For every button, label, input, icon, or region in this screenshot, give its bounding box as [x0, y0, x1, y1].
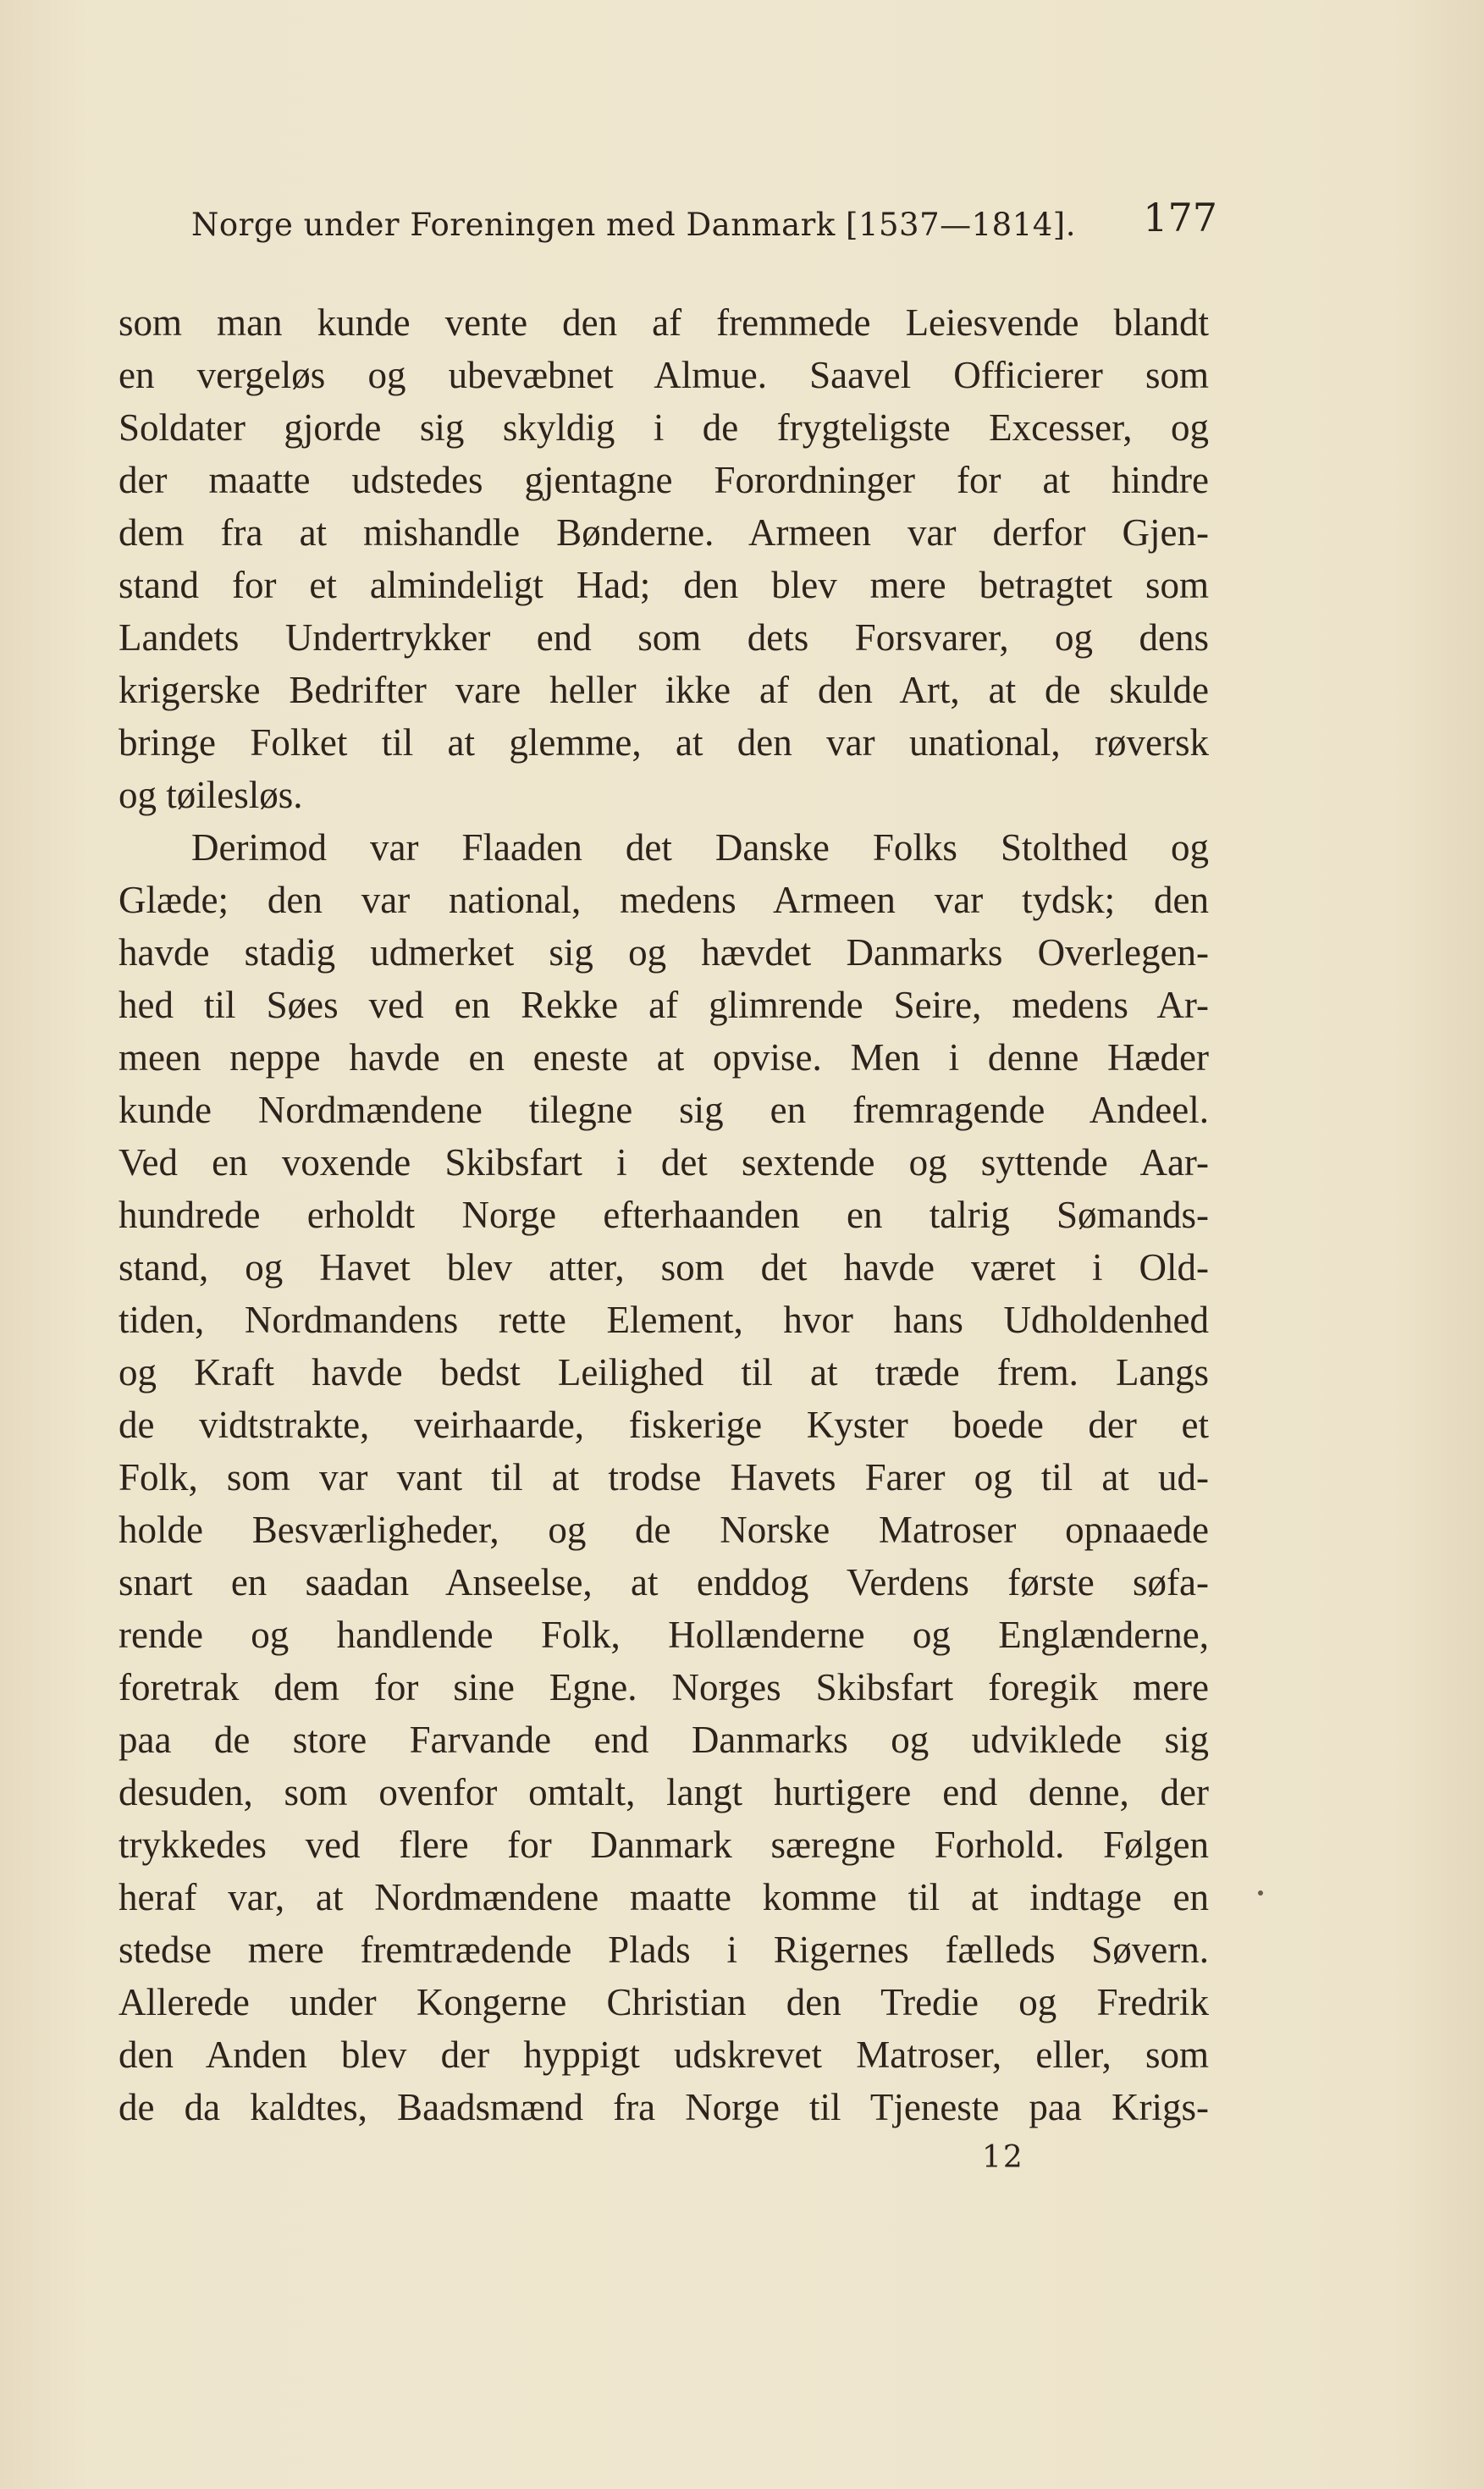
text-line: rende og handlende Folk, Hollænderne og Englænderne,: [119, 1614, 1209, 1656]
signature-mark: 12: [982, 2140, 1024, 2175]
text-line: trykkedes ved flere for Danmark særegne Forhold. Følgen: [119, 1824, 1209, 1866]
ink-speck: [1258, 1890, 1263, 1896]
text-line: havde stadig udmerket sig og hævdet Danmarks Overlegen-: [119, 931, 1209, 974]
text-line: foretrak dem for sine Egne. Norges Skibsfart foregik mere: [119, 1666, 1209, 1708]
text-line: meen neppe havde en eneste at opvise. Men i denne Hæder: [119, 1036, 1209, 1079]
text-line: Ved en voxende Skibsfart i det sextende og syttende Aar-: [119, 1141, 1209, 1184]
text-line: de vidtstrakte, veirhaarde, fiskerige Kyster boede der et: [119, 1404, 1209, 1446]
text-line: heraf var, at Nordmændene maatte komme til at indtage en: [119, 1876, 1209, 1918]
paragraph-start-line: Derimod var Flaaden det Danske Folks Stolthed og: [191, 826, 1209, 869]
text-line: Soldater gjorde sig skyldig i de frygteligste Excesser, og: [119, 406, 1209, 449]
text-line: Landets Undertrykker end som dets Forsvarer, og dens: [119, 616, 1209, 659]
text-line: hed til Søes ved en Rekke af glimrende Seire, medens Ar-: [119, 984, 1209, 1026]
text-line: snart en saadan Anseelse, at enddog Verdens første søfa-: [119, 1561, 1209, 1603]
text-line: paa de store Farvande end Danmarks og udviklede sig: [119, 1719, 1209, 1761]
text-line: bringe Folket til at glemme, at den var unational, røversk: [119, 721, 1209, 764]
text-line: stand, og Havet blev atter, som det havde været i Old-: [119, 1246, 1209, 1289]
page-header: [191, 195, 1217, 254]
text-line: holde Besværligheder, og de Norske Matroser opnaaede: [119, 1509, 1209, 1551]
page-number: 177: [1143, 195, 1217, 240]
text-line: Glæde; den var national, medens Armeen var tydsk; den: [119, 879, 1209, 921]
text-line: desuden, som ovenfor omtalt, langt hurtigere end denne, der: [119, 1771, 1209, 1813]
text-line: hundrede erholdt Norge efterhaanden en talrig Sømands-: [119, 1194, 1209, 1236]
text-line: som man kunde vente den af fremmede Leiesvende blandt: [119, 301, 1209, 344]
text-line: de da kaldtes, Baadsmænd fra Norge til Tjeneste paa Krigs-: [119, 2086, 1209, 2128]
text-line: der maatte udstedes gjentagne Forordninger for at hindre: [119, 459, 1209, 501]
running-head: Norge under Foreningen med Danmark [1537—1814].: [191, 207, 1076, 243]
text-line: tiden, Nordmandens rette Element, hvor hans Udholdenhed: [119, 1299, 1209, 1341]
text-line: og Kraft havde bedst Leilighed til at træde frem. Langs: [119, 1351, 1209, 1394]
text-line: den Anden blev der hyppigt udskrevet Matroser, eller, som: [119, 2034, 1209, 2076]
text-line: krigerske Bedrifter vare heller ikke af den Art, at de skulde: [119, 669, 1209, 711]
body-text: [119, 296, 1209, 2133]
text-line: stedse mere fremtrædende Plads i Rigernes fælleds Søvern.: [119, 1929, 1209, 1971]
text-line: Folk, som var vant til at trodse Havets Farer og til at ud-: [119, 1456, 1209, 1498]
text-line: stand for et almindeligt Had; den blev mere betragtet som: [119, 564, 1209, 606]
text-line: en vergeløs og ubevæbnet Almue. Saavel Officierer som: [119, 354, 1209, 396]
text-line: dem fra at mishandle Bønderne. Armeen var derfor Gjen-: [119, 511, 1209, 554]
paragraph-end-line: og tøilesløs.: [119, 774, 303, 816]
text-line: kunde Nordmændene tilegne sig en fremragende Andeel.: [119, 1089, 1209, 1131]
text-line: Allerede under Kongerne Christian den Tredie og Fredrik: [119, 1981, 1209, 2023]
